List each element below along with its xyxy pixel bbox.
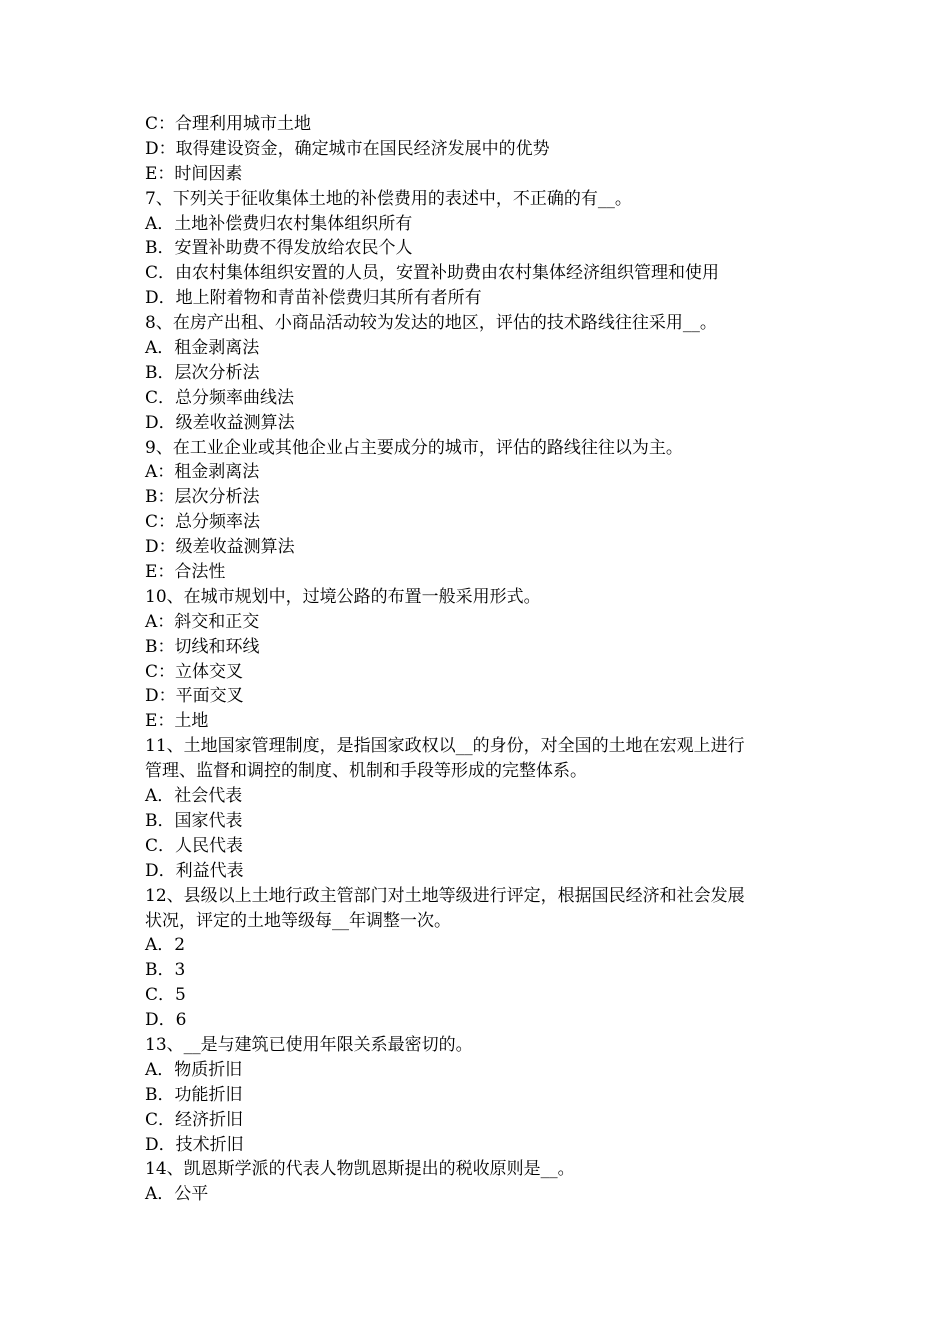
question-11-part1: 11、土地国家管理制度，是指国家政权以__的身份，对全国的土地在宏观上进行: [145, 736, 745, 757]
question-14: 14、凯恩斯学派的代表人物凯恩斯提出的税收原则是__。: [145, 1159, 575, 1180]
document-body: [145, 112, 815, 1207]
q10-option-a: A：斜交和正交: [145, 611, 260, 632]
q13-option-a: A．物质折旧: [145, 1059, 243, 1080]
q12-option-a: A．2: [145, 935, 186, 956]
q7-option-a: A．土地补偿费归农村集体组织所有: [145, 213, 413, 234]
option-e-line: E：时间因素: [145, 163, 243, 184]
q10-option-e: E：土地: [145, 711, 209, 732]
q12-option-c: C．5: [145, 985, 186, 1006]
q7-option-b: B．安置补助费不得发放给农民个人: [145, 238, 413, 259]
q9-option-c: C：总分频率法: [145, 512, 261, 533]
question-12-part1: 12、县级以上土地行政主管部门对土地等级进行评定，根据国民经济和社会发展: [145, 885, 745, 906]
q13-option-b: B．功能折旧: [145, 1084, 243, 1105]
q9-option-e: E：合法性: [145, 562, 226, 583]
question-9: 9、在工业企业或其他企业占主要成分的城市，评估的路线往往以为主。: [145, 437, 683, 458]
q9-option-d: D：级差收益测算法: [145, 537, 295, 558]
q8-option-a: A．租金剥离法: [145, 338, 260, 359]
question-11-part2: 管理、监督和调控的制度、机制和手段等形成的完整体系。: [145, 761, 587, 782]
q10-option-c: C：立体交叉: [145, 661, 244, 682]
q9-option-a: A：租金剥离法: [145, 462, 260, 483]
option-c-line: C：合理利用城市土地: [145, 114, 312, 134]
q7-option-d: D．地上附着物和青苗补偿费归其所有者所有: [145, 288, 482, 309]
q11-option-b: B．国家代表: [145, 810, 243, 831]
q10-option-b: B：切线和环线: [145, 636, 260, 657]
q8-option-c: C．总分频率曲线法: [145, 387, 295, 408]
question-8: 8、在房产出租、小商品活动较为发达的地区，评估的技术路线往往采用__。: [145, 313, 717, 334]
q11-option-c: C．人民代表: [145, 835, 244, 856]
question-13: 13、__是与建筑已使用年限关系最密切的。: [145, 1034, 473, 1055]
q11-option-d: D．利益代表: [145, 860, 244, 881]
q12-option-d: D．6: [145, 1010, 187, 1031]
question-10: 10、在城市规划中，过境公路的布置一般采用形式。: [145, 586, 541, 607]
q8-option-d: D．级差收益测算法: [145, 412, 295, 433]
question-7: 7、下列关于征收集体土地的补偿费用的表述中，不正确的有__。: [145, 188, 632, 209]
question-12-part2: 状况，评定的土地等级每__年调整一次。: [145, 910, 451, 931]
q13-option-c: C．经济折旧: [145, 1109, 244, 1130]
option-d-line: D：取得建设资金，确定城市在国民经济发展中的优势: [145, 138, 550, 159]
q9-option-b: B：层次分析法: [145, 487, 260, 508]
q11-option-a: A．社会代表: [145, 786, 243, 807]
q10-option-d: D：平面交叉: [145, 686, 244, 707]
q14-option-a: A．公平: [145, 1184, 209, 1205]
q12-option-b: B．3: [145, 960, 186, 981]
q7-option-c: C．由农村集体组织安置的人员，安置补助费由农村集体经济组织管理和使用: [145, 263, 720, 284]
q8-option-b: B．层次分析法: [145, 362, 260, 383]
q13-option-d: D．技术折旧: [145, 1134, 244, 1155]
